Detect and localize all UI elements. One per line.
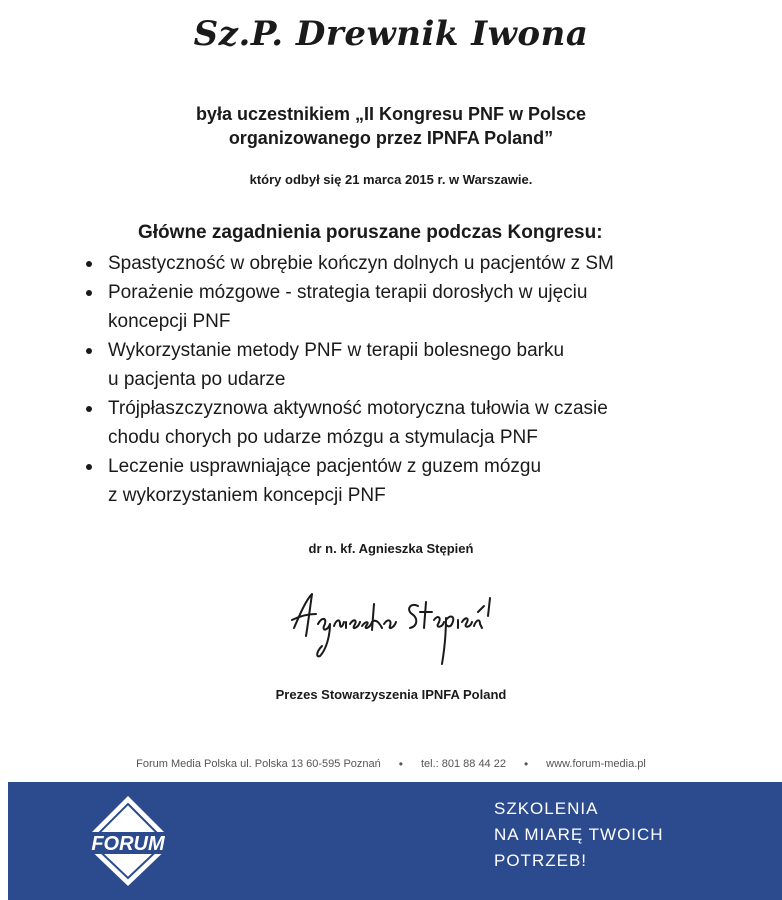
phone-text: tel.: 801 88 44 22 <box>420 758 506 770</box>
topics-list <box>84 249 724 510</box>
topic-item <box>84 336 724 394</box>
separator-dot: • <box>398 757 403 771</box>
forum-logo <box>78 792 178 888</box>
event-details: który odbył się 21 marca 2015 r. w Warszawie. <box>249 172 533 187</box>
signer-role: Prezes Stowarzyszenia IPNFA Poland <box>275 687 507 702</box>
topic-item <box>84 394 724 452</box>
topic-line: koncepcji PNF <box>108 311 231 332</box>
handwritten-signature <box>286 584 506 670</box>
topic-line: u pacjenta po udarze <box>108 369 286 390</box>
slogan-line: POTRZEB! <box>494 851 588 870</box>
topic-line: chodu chorych po udarze mózgu a stymulacja PNF <box>108 427 538 448</box>
topic-line: Porażenie mózgowe - strategia terapii dorosłych w ujęciu <box>108 282 588 303</box>
topic-line: Spastyczność w obrębie kończyn dolnych u pacjentów z SM <box>108 253 614 274</box>
address-text: Forum Media Polska ul. Polska 13 60-595 Poznań <box>136 758 381 770</box>
topic-line: z wykorzystaniem koncepcji PNF <box>108 485 386 506</box>
topic-line: Leczenie usprawniające pacjentów z guzem mózgu <box>108 456 542 477</box>
topic-line: Wykorzystanie metody PNF w terapii bolesnego barku <box>108 340 565 361</box>
topic-item <box>84 249 724 278</box>
topic-item <box>84 278 724 336</box>
separator-dot: • <box>523 757 529 771</box>
topics-heading: Główne zagadnienia poruszane podczas Kongresu: <box>138 222 603 243</box>
topic-line: Trójpłaszczyznowa aktywność motoryczna tułowia w czasie <box>108 398 608 419</box>
topic-item <box>84 452 724 510</box>
signer-name: dr n. kf. Agnieszka Stępień <box>308 541 474 556</box>
contact-bar <box>0 757 782 771</box>
slogan <box>494 796 664 874</box>
intro-line: była uczestnikiem „II Kongresu PNF w Polsce <box>195 104 587 124</box>
recipient-name: Sz.P. Drewnik Iwona <box>193 14 589 54</box>
slogan-line: SZKOLENIA <box>494 799 599 818</box>
footer-banner <box>8 782 782 900</box>
logo-text: FORUM <box>91 833 165 855</box>
intro-line: organizowanego przez IPNFA Poland” <box>228 128 554 148</box>
website-link[interactable]: www.forum-media.pl <box>546 758 646 770</box>
intro-text <box>0 102 782 150</box>
slogan-line: NA MIARĘ TWOICH <box>494 825 664 844</box>
